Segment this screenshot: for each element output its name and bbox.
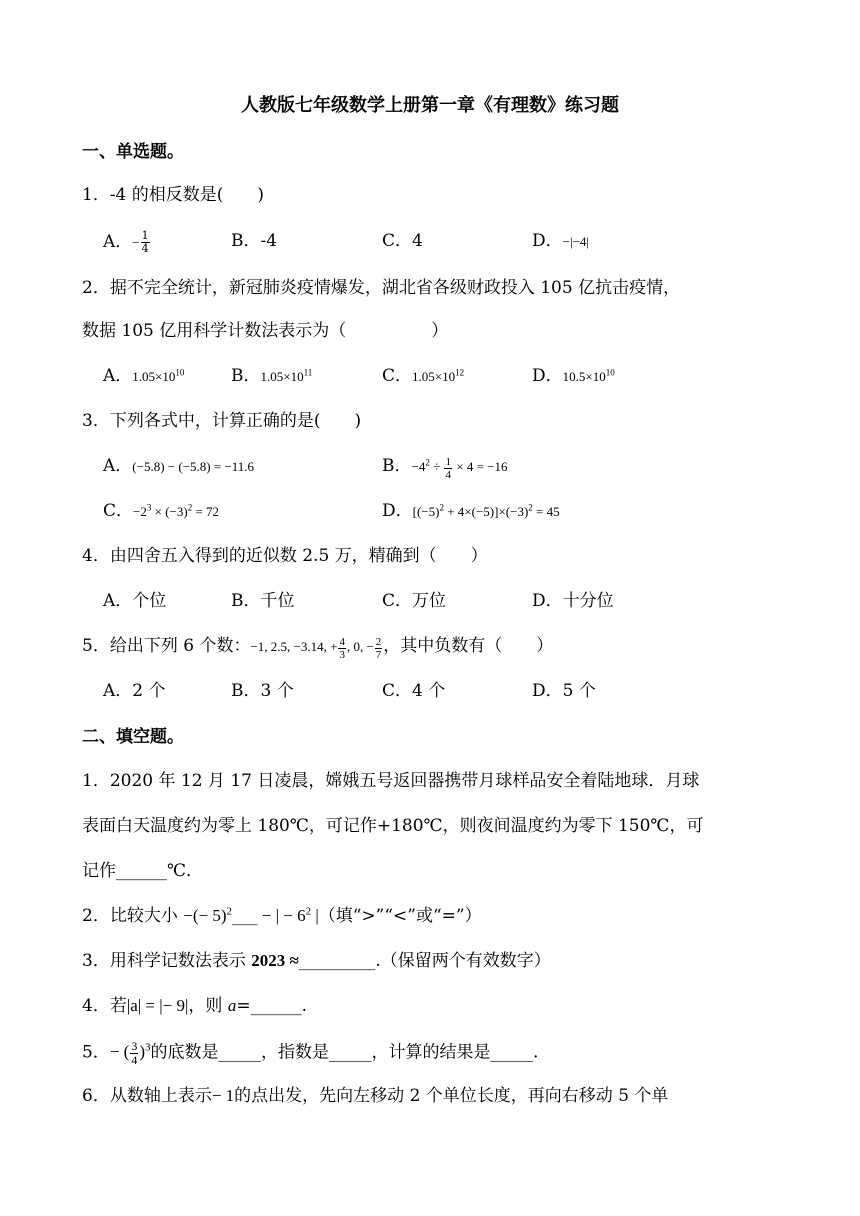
fill-6: 6．从数轴上表示− 1的点出发，先向左移动 2 个单位长度，再向右移动 5 个单	[82, 1086, 669, 1106]
q3-b-fraction: $\frac{1}{4}$	[445, 455, 451, 481]
q3-d-expr: $[(-5)^2 + 4\times(-5)]\times(-3)^2 = 45$	[412, 502, 560, 519]
question-4-stem: 4．由四舍五入得到的近似数 2.5 万，精确到（ ）	[82, 546, 488, 566]
question-5-stem: 5．给出下列 6 个数：−1, 2.5, −3.14, + $\frac{4}{3}$ , 0, − $\frac{2}{7}$ ，其中负数有（ ）	[82, 635, 554, 661]
option-label: A．	[103, 456, 133, 476]
question-2-stem-line1: 2．据不完全统计，新冠肺炎疫情爆发，湖北省各级财政投入 105 亿抗击疫情，	[82, 278, 681, 298]
q4-option-a[interactable]: A．个位	[103, 591, 167, 611]
fill-2-expr-left: −(− 5)$^2$	[183, 905, 232, 925]
q1-option-a[interactable]	[103, 230, 151, 255]
q5-fraction-1: $\frac{4}{3}$	[339, 635, 345, 661]
fill-5: 5．− ( $\frac{3}{4}$ )$^3$的底数是_____，指数是_____，计算的结果是_____.	[82, 1039, 539, 1067]
q5-option-c[interactable]: C．4 个	[382, 681, 446, 701]
q1-option-c[interactable]: C．4	[382, 231, 423, 251]
q1-d-value: −|−4|	[562, 234, 590, 249]
fill-5-fraction: $\frac{3}{4}$	[131, 1039, 138, 1067]
fill-4-var: a	[227, 996, 237, 1015]
q5-fraction-2: $\frac{2}{7}$	[375, 635, 382, 661]
q1-option-d[interactable]	[532, 230, 589, 253]
q4-option-b[interactable]: B．千位	[231, 591, 295, 611]
option-label: C．	[103, 501, 134, 521]
fill-1-line1: 1．2020 年 12 月 17 日凌晨，嫦娥五号返回器携带月球样品安全着陆地球．月球	[82, 771, 700, 791]
q3-option-d[interactable]	[382, 500, 560, 523]
q1-a-fraction	[141, 230, 150, 255]
fill-1-line3: 记作______℃．	[82, 861, 204, 881]
option-label: B．	[231, 366, 261, 386]
q2-option-c[interactable]	[382, 365, 464, 388]
q3-c-expr: $-2^3 \times (-3)^2 = 72$	[133, 502, 220, 519]
fill-4: 4．若|a| = |− 9|，则 a=______.	[82, 996, 307, 1016]
question-1-stem: 1．-4 的相反数是( )	[82, 185, 265, 205]
fill-2: 2．比较大小 −(− 5)$^2$___ − | − $6^2$ |（填“>”“<”或“=”）	[82, 905, 482, 926]
q3-b-expr: $-4^2$ ÷ $\frac{1}{4}$ × 4 = −16	[411, 455, 508, 481]
option-label: C．	[382, 366, 413, 386]
q2-option-d[interactable]	[532, 365, 615, 388]
fill-3: 3．用科学记数法表示 2023 ≈_________.（保留两个有效数字）	[82, 951, 551, 971]
q5-option-a[interactable]: A．2 个	[103, 681, 166, 701]
option-label: B．	[382, 456, 412, 476]
section-heading-fill-blank: 二、填空题。	[82, 727, 184, 747]
option-label: A．	[103, 232, 133, 252]
fill-1-line2: 表面白天温度约为零上 180℃，可记作+180℃，则夜间温度约为零下 150℃，可	[82, 816, 704, 836]
q3-option-a[interactable]	[103, 455, 254, 478]
fill-5-expr: − ( $\frac{3}{4}$ )$^3$	[109, 1039, 151, 1067]
q2-c-value: $1.05\times 10^{12}$	[412, 367, 465, 384]
page-title: 人教版七年级数学上册第一章《有理数》练习题	[241, 95, 619, 116]
q4-option-c[interactable]: C．万位	[382, 591, 447, 611]
fill-6-expr: − 1	[211, 1086, 235, 1105]
fill-2-expr-right: − | − $6^2$ |	[257, 905, 319, 925]
q2-b-value: $1.05\times 10^{11}$	[260, 367, 313, 384]
q4-option-d[interactable]: D．十分位	[532, 591, 614, 611]
fill-4-expr: |a| = |− 9|	[126, 996, 189, 1015]
q2-a-value: $1.05\times 10^{10}$	[132, 367, 185, 384]
option-label: D．	[532, 231, 563, 251]
q5-number-list: −1, 2.5, −3.14, + $\frac{4}{3}$ , 0, − $\frac{2}{7}$	[250, 635, 382, 661]
option-label: A．	[103, 366, 133, 386]
fill-3-expr: 2023 ≈	[251, 951, 299, 970]
q5-option-b[interactable]: B．3 个	[231, 681, 294, 701]
section-heading-single-choice: 一、单选题。	[82, 142, 184, 162]
q3-a-expr: (−5.8) − (−5.8) = −11.6	[132, 459, 255, 474]
q3-option-c[interactable]	[103, 500, 219, 523]
q1-a-neg: −	[132, 235, 140, 250]
fraction-numerator: 1	[141, 229, 149, 242]
q3-option-b[interactable]	[382, 455, 507, 481]
q5-option-d[interactable]: D．5 个	[532, 681, 596, 701]
q2-d-value: $10.5\times 10^{10}$	[562, 367, 615, 384]
question-2-stem-line2: 数据 105 亿用科学计数法表示为（ ）	[82, 321, 449, 341]
q2-option-b[interactable]	[231, 365, 312, 388]
fraction-denominator: 4	[141, 242, 149, 255]
q1-option-b[interactable]: B．-4	[231, 231, 278, 251]
option-label: D．	[532, 366, 563, 386]
option-label: D．	[382, 501, 413, 521]
fill-2-blank[interactable]: ___	[231, 906, 258, 926]
q2-option-a[interactable]	[103, 365, 184, 388]
question-3-stem: 3．下列各式中，计算正确的是( )	[82, 411, 362, 431]
